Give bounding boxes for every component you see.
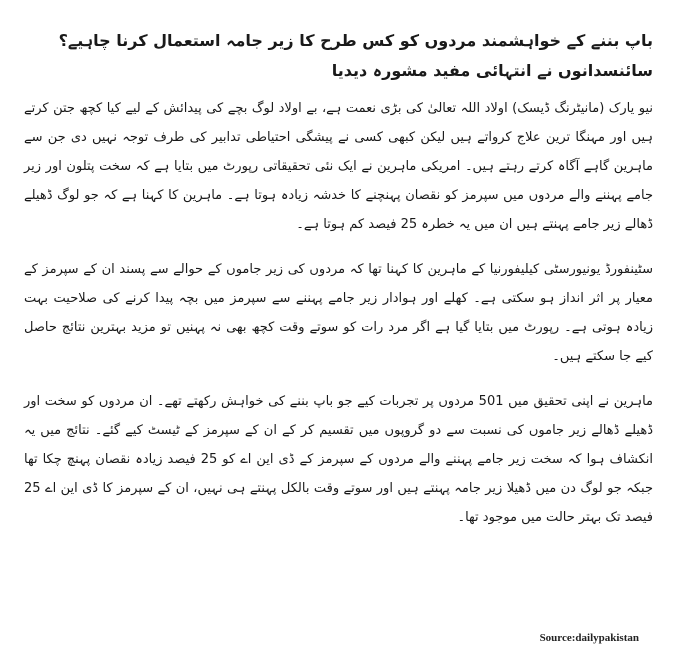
article-headline: باپ بننے کے خواہشمند مردوں کو کس طرح کا زیر جامہ استعمال کرنا چاہیے؟ سائنسدانوں نے انتہائی مفید مشورہ دیدیا	[58, 31, 653, 80]
source-credit: Source:dailypakistan	[539, 632, 639, 644]
article-paragraph-1: نیو یارک (مانیٹرنگ ڈیسک) اولاد اللہ تعالیٰ کی بڑی نعمت ہے، بے اولاد لوگ بچے کی پیدائش کے لیے کیا کچھ جتن کرتے ہیں اور مہنگا ترین علاج کرواتے ہیں لیکن کبھی کسی نے پیشگی احتیاطی تدابیر کی طرف توجہ نہیں دی جن سے ماہرین گاہے آگاہ کرتے رہتے ہیں۔ امریکی ماہرین نے ایک نئی تحقیقاتی رپورٹ میں بتایا ہے کہ سخت پتلون اور زیر جامے پہننے والے مردوں میں سپرمز کو نقصان پہنچنے کا خدشہ زیادہ ہوتا ہے۔ ماہرین کا کہنا ہے کہ جو لوگ ڈھیلے ڈھالے زیر جامے پہنتے ہیں ان میں یہ خطرہ 25 فیصد کم ہوتا ہے۔	[24, 101, 653, 232]
article-paragraph-2: سٹینفورڈ یونیورسٹی کیلیفورنیا کے ماہرین کا کہنا تھا کہ مردوں کی زیر جاموں کے حوالے سے پسند ان کے سپرمز کے معیار پر اثر انداز ہو سکتی ہے۔ کھلے اور ہوادار زیر جامے پہننے سے سپرمز میں بچہ پیدا کرنے کی صلاحیت بہت زیادہ ہوتی ہے۔ رپورٹ میں بتایا گیا ہے اگر مرد رات کو سوتے وقت کچھ بھی نہ پہنیں تو مزید بہترین نتائج حاصل کیے جا سکتے ہیں۔	[24, 262, 653, 364]
article-paragraph-3: ماہرین نے اپنی تحقیق میں 501 مردوں پر تجربات کیے جو باپ بننے کی خواہش رکھتے تھے۔ ان مردوں کو سخت اور ڈھیلے ڈھالے زیر جاموں کی نسبت سے دو گروپوں میں تقسیم کر کے ان کے سپرمز کے ٹیسٹ کیے گئے۔ نتائج میں یہ انکشاف ہوا کہ سخت زیر جامے پہننے والے مردوں کے سپرمز کے ڈی این اے کو 25 فیصد زیادہ نقصان پہنچ چکا تھا جبکہ جو لوگ دن میں ڈھیلا زیر جامہ پہنتے ہیں اور سوتے وقت بالکل پہنتے ہی نہیں، ان کے سپرمز کا ڈی این اے 25 فیصد تک بہتر حالت میں موجود تھا۔	[24, 394, 653, 525]
